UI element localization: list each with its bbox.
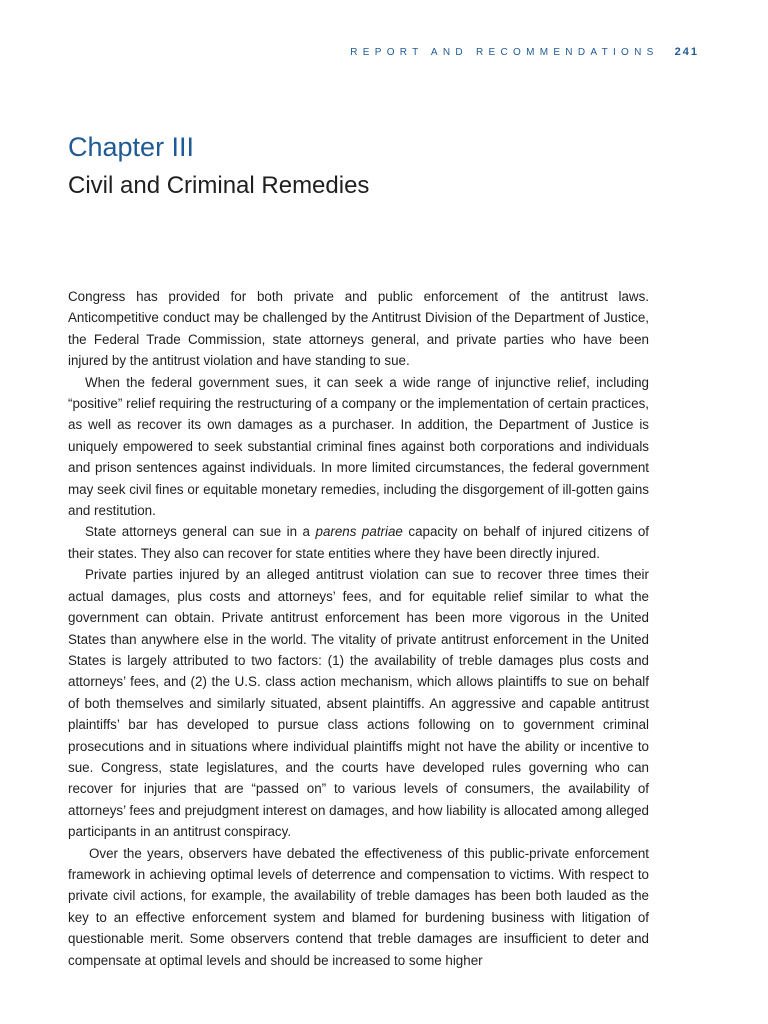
body-text [68, 286, 649, 971]
running-head-title: REPORT AND RECOMMENDATIONS [350, 47, 659, 58]
chapter-title: Civil and Criminal Remedies [68, 172, 370, 199]
paragraph-3 [68, 521, 649, 564]
paragraph-3-after: capacity on behalf of injured citizens of their states. They also can recover for state entities where they have been directly injured. [68, 524, 650, 561]
paragraph-1: Congress has provided for both private and public enforcement of the antitrust laws. Anticompetitive conduct may be challenged by the Antitrust Division of the Department of Justice, the Federal Trade Commission, state attorneys general, and private parties who have been injured by the antitrust violation and have standing to sue. [68, 289, 649, 369]
paragraph-3-italic-term: parens patriae [315, 524, 403, 540]
running-head [0, 46, 699, 58]
page-number: 241 [674, 46, 699, 58]
paragraph-2: When the federal government sues, it can seek a wide range of injunctive relief, including “positive” relief requiring the restructuring of a company or the implementation of certain practices, as well as recover its own damages as a purchaser. In addition, the Department of Justice is uniquely empowered to seek substantial criminal fines against both corporations and individuals and prison sentences against individuals. In more limited circumstances, the federal government may seek civil fines or equitable monetary remedies, including the disgorgement of ill-gotten gains and restitution. [68, 374, 649, 519]
paragraph-3-before: State attorneys general can sue in a [85, 524, 316, 540]
paragraph-4: Private parties injured by an alleged antitrust violation can sue to recover three times their actual damages, plus costs and attorneys’ fees, and for equitable relief similar to what the government can obtain. Private antitrust enforcement has been more vigorous in the United States than anywhere else in the world. The vitality of private antitrust enforcement in the United States is largely attributed to two factors: (1) the availability of treble damages plus costs and attorneys’ fees, and (2) the U.S. class action mechanism, which allows plaintiffs to sue on behalf of both themselves and similarly situated, absent plaintiffs. An aggressive and capable antitrust plaintiffs’ bar has developed to pursue class actions following on to government criminal prosecutions and in situations where individual plaintiffs might not have the ability or incentive to sue. Congress, state legislatures, and the courts have developed rules governing who can recover for injuries that are “passed on” to various levels of consumers, the availability of attorneys’ fees and prejudgment interest on damages, and how liability is allocated among alleged participants in an antitrust conspiracy. [68, 567, 649, 840]
paragraph-5: Over the years, observers have debated the effectiveness of this public-private enforcement framework in achieving optimal levels of deterrence and compensation to victims. With respect to private civil actions, for example, the availability of treble damages has been both lauded as the key to an effective enforcement system and blamed for burdening business with litigation of questionable merit. Some observers contend that treble damages are insufficient to deter and compensate at optimal levels and should be increased to some higher [68, 845, 649, 968]
chapter-label: Chapter III [68, 132, 195, 162]
